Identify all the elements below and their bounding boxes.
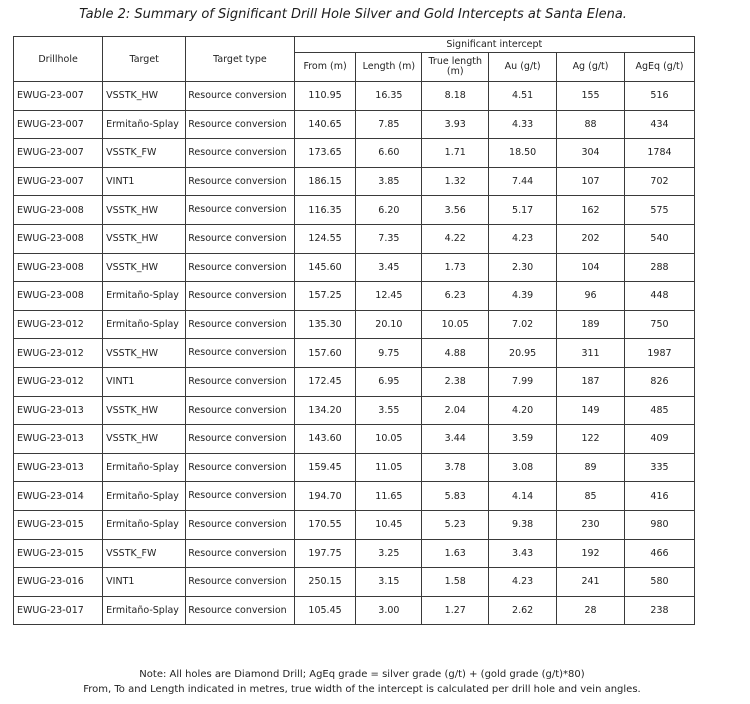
table-row: [14, 596, 695, 625]
cell-from: 172.45: [294, 367, 356, 396]
cell-length: 10.45: [356, 510, 422, 539]
cell-true-length: 3.78: [422, 453, 489, 482]
cell-au: 4.20: [489, 396, 557, 425]
cell-true-length: 8.18: [422, 82, 489, 111]
cell-ageq: 238: [624, 596, 694, 625]
cell-from: 250.15: [294, 568, 356, 597]
cell-target: VINT1: [103, 568, 186, 597]
cell-target-type: Resource conversion: [186, 367, 294, 396]
cell-drillhole: EWUG-23-007: [14, 110, 103, 139]
cell-drillhole: EWUG-23-007: [14, 82, 103, 111]
cell-ag: 107: [557, 167, 625, 196]
cell-au: 3.43: [489, 539, 557, 568]
cell-au: 18.50: [489, 139, 557, 168]
cell-true-length: 2.04: [422, 396, 489, 425]
cell-target: VSSTK_HW: [103, 339, 186, 368]
intercepts-table: [13, 36, 695, 625]
cell-ag: 96: [557, 282, 625, 311]
cell-ag: 104: [557, 253, 625, 282]
cell-from: 157.25: [294, 282, 356, 311]
cell-drillhole: EWUG-23-012: [14, 339, 103, 368]
cell-ag: 311: [557, 339, 625, 368]
cell-from: 134.20: [294, 396, 356, 425]
cell-true-length: 2.38: [422, 367, 489, 396]
cell-target: VSSTK_HW: [103, 224, 186, 253]
cell-ageq: 409: [624, 425, 694, 454]
cell-ag: 89: [557, 453, 625, 482]
cell-ageq: 448: [624, 282, 694, 311]
cell-target-type: Resource conversion: [186, 396, 294, 425]
cell-au: 4.33: [489, 110, 557, 139]
cell-from: 110.95: [294, 82, 356, 111]
cell-target: Ermitaño-Splay: [103, 310, 186, 339]
table-row: [14, 367, 695, 396]
table-row: [14, 339, 695, 368]
cell-length: 3.15: [356, 568, 422, 597]
table-row: [14, 396, 695, 425]
cell-true-length: 3.93: [422, 110, 489, 139]
cell-length: 3.85: [356, 167, 422, 196]
cell-ageq: 702: [624, 167, 694, 196]
cell-au: 4.23: [489, 568, 557, 597]
cell-au: 20.95: [489, 339, 557, 368]
cell-length: 7.85: [356, 110, 422, 139]
table-row: [14, 196, 695, 225]
table-row: [14, 510, 695, 539]
cell-from: 140.65: [294, 110, 356, 139]
cell-true-length: 1.71: [422, 139, 489, 168]
cell-drillhole: EWUG-23-008: [14, 253, 103, 282]
cell-target-type: Resource conversion: [186, 482, 294, 511]
cell-drillhole: EWUG-23-017: [14, 596, 103, 625]
cell-au: 4.39: [489, 282, 557, 311]
cell-from: 173.65: [294, 139, 356, 168]
cell-target: VINT1: [103, 367, 186, 396]
cell-true-length: 6.23: [422, 282, 489, 311]
cell-length: 7.35: [356, 224, 422, 253]
cell-true-length: 3.56: [422, 196, 489, 225]
cell-target-type: Resource conversion: [186, 568, 294, 597]
cell-ageq: 466: [624, 539, 694, 568]
cell-ag: 28: [557, 596, 625, 625]
cell-drillhole: EWUG-23-013: [14, 453, 103, 482]
cell-ageq: 288: [624, 253, 694, 282]
cell-target: Ermitaño-Splay: [103, 482, 186, 511]
note-line-1: Note: All holes are Diamond Drill; AgEq grade = silver grade (g/t) + (gold grade (g/t)*80): [139, 669, 585, 680]
cell-au: 3.08: [489, 453, 557, 482]
cell-from: 186.15: [294, 167, 356, 196]
cell-from: 159.45: [294, 453, 356, 482]
cell-ag: 187: [557, 367, 625, 396]
cell-ag: 230: [557, 510, 625, 539]
cell-au: 7.99: [489, 367, 557, 396]
cell-length: 10.05: [356, 425, 422, 454]
cell-drillhole: EWUG-23-008: [14, 282, 103, 311]
cell-au: 7.44: [489, 167, 557, 196]
cell-target: VSSTK_HW: [103, 82, 186, 111]
header-ageq: AgEq (g/t): [624, 53, 694, 82]
cell-target-type: Resource conversion: [186, 196, 294, 225]
table-caption: Table 2: Summary of Significant Drill Hole Silver and Gold Intercepts at Santa Elena.: [79, 7, 627, 22]
cell-target-type: Resource conversion: [186, 510, 294, 539]
note-line-2: From, To and Length indicated in metres, true width of the intercept is calculated per drill hole and vein angles.: [83, 684, 641, 695]
cell-target: VSSTK_HW: [103, 396, 186, 425]
cell-ageq: 416: [624, 482, 694, 511]
cell-from: 124.55: [294, 224, 356, 253]
cell-length: 16.35: [356, 82, 422, 111]
cell-true-length: 1.63: [422, 539, 489, 568]
cell-target-type: Resource conversion: [186, 539, 294, 568]
table-row: [14, 482, 695, 511]
cell-target-type: Resource conversion: [186, 310, 294, 339]
cell-target-type: Resource conversion: [186, 596, 294, 625]
cell-ageq: 485: [624, 396, 694, 425]
cell-au: 3.59: [489, 425, 557, 454]
cell-target: VSSTK_HW: [103, 425, 186, 454]
cell-ageq: 434: [624, 110, 694, 139]
cell-from: 143.60: [294, 425, 356, 454]
header-target-type: Target type: [186, 37, 294, 82]
cell-target: VSSTK_HW: [103, 196, 186, 225]
cell-from: 105.45: [294, 596, 356, 625]
table-row: [14, 539, 695, 568]
cell-ag: 155: [557, 82, 625, 111]
cell-au: 4.23: [489, 224, 557, 253]
header-length: Length (m): [356, 53, 422, 82]
cell-drillhole: EWUG-23-007: [14, 167, 103, 196]
cell-from: 197.75: [294, 539, 356, 568]
cell-ag: 122: [557, 425, 625, 454]
cell-true-length: 10.05: [422, 310, 489, 339]
header-significant-intercept: Significant intercept: [294, 37, 694, 53]
cell-length: 3.45: [356, 253, 422, 282]
cell-from: 135.30: [294, 310, 356, 339]
cell-length: 9.75: [356, 339, 422, 368]
table-row: [14, 167, 695, 196]
cell-ag: 304: [557, 139, 625, 168]
cell-target-type: Resource conversion: [186, 253, 294, 282]
table-row: [14, 224, 695, 253]
cell-ageq: 335: [624, 453, 694, 482]
cell-drillhole: EWUG-23-016: [14, 568, 103, 597]
cell-ageq: 1784: [624, 139, 694, 168]
cell-target-type: Resource conversion: [186, 224, 294, 253]
cell-ag: 241: [557, 568, 625, 597]
cell-true-length: 4.22: [422, 224, 489, 253]
cell-ageq: 580: [624, 568, 694, 597]
cell-ag: 189: [557, 310, 625, 339]
cell-drillhole: EWUG-23-007: [14, 139, 103, 168]
cell-from: 157.60: [294, 339, 356, 368]
table-body: [14, 82, 695, 625]
cell-length: 11.05: [356, 453, 422, 482]
cell-drillhole: EWUG-23-013: [14, 396, 103, 425]
cell-drillhole: EWUG-23-015: [14, 510, 103, 539]
cell-length: 3.00: [356, 596, 422, 625]
cell-true-length: 1.73: [422, 253, 489, 282]
table-row: [14, 425, 695, 454]
header-au: Au (g/t): [489, 53, 557, 82]
cell-au: 2.62: [489, 596, 557, 625]
cell-true-length: 4.88: [422, 339, 489, 368]
table-row: [14, 453, 695, 482]
table-row: [14, 253, 695, 282]
cell-true-length: 1.58: [422, 568, 489, 597]
cell-au: 7.02: [489, 310, 557, 339]
cell-length: 3.55: [356, 396, 422, 425]
cell-drillhole: EWUG-23-008: [14, 224, 103, 253]
cell-target-type: Resource conversion: [186, 282, 294, 311]
cell-from: 145.60: [294, 253, 356, 282]
cell-drillhole: EWUG-23-013: [14, 425, 103, 454]
cell-from: 170.55: [294, 510, 356, 539]
cell-target-type: Resource conversion: [186, 425, 294, 454]
cell-from: 116.35: [294, 196, 356, 225]
cell-target: Ermitaño-Splay: [103, 510, 186, 539]
cell-ag: 202: [557, 224, 625, 253]
header-ag: Ag (g/t): [557, 53, 625, 82]
cell-drillhole: EWUG-23-012: [14, 310, 103, 339]
table-row: [14, 110, 695, 139]
cell-length: 12.45: [356, 282, 422, 311]
cell-length: 6.95: [356, 367, 422, 396]
cell-drillhole: EWUG-23-015: [14, 539, 103, 568]
cell-drillhole: EWUG-23-012: [14, 367, 103, 396]
cell-target: VSSTK_FW: [103, 539, 186, 568]
cell-ageq: 516: [624, 82, 694, 111]
cell-drillhole: EWUG-23-008: [14, 196, 103, 225]
cell-au: 4.51: [489, 82, 557, 111]
table-row: [14, 139, 695, 168]
cell-target-type: Resource conversion: [186, 110, 294, 139]
cell-au: 5.17: [489, 196, 557, 225]
cell-au: 9.38: [489, 510, 557, 539]
table-row: [14, 568, 695, 597]
cell-ag: 85: [557, 482, 625, 511]
table-row: [14, 282, 695, 311]
cell-true-length: 1.27: [422, 596, 489, 625]
cell-length: 3.25: [356, 539, 422, 568]
cell-length: 6.60: [356, 139, 422, 168]
cell-target-type: Resource conversion: [186, 82, 294, 111]
cell-ageq: 575: [624, 196, 694, 225]
header-true-length: True length (m): [422, 53, 489, 82]
cell-target: Ermitaño-Splay: [103, 596, 186, 625]
cell-true-length: 1.32: [422, 167, 489, 196]
cell-length: 6.20: [356, 196, 422, 225]
cell-au: 4.14: [489, 482, 557, 511]
cell-ageq: 750: [624, 310, 694, 339]
cell-target: Ermitaño-Splay: [103, 110, 186, 139]
cell-target-type: Resource conversion: [186, 139, 294, 168]
cell-target-type: Resource conversion: [186, 453, 294, 482]
cell-target-type: Resource conversion: [186, 167, 294, 196]
cell-target: Ermitaño-Splay: [103, 453, 186, 482]
cell-ageq: 980: [624, 510, 694, 539]
cell-ag: 149: [557, 396, 625, 425]
table-row: [14, 82, 695, 111]
cell-target: VINT1: [103, 167, 186, 196]
cell-ag: 162: [557, 196, 625, 225]
cell-true-length: 3.44: [422, 425, 489, 454]
cell-target: VSSTK_FW: [103, 139, 186, 168]
cell-true-length: 5.83: [422, 482, 489, 511]
cell-drillhole: EWUG-23-014: [14, 482, 103, 511]
cell-true-length: 5.23: [422, 510, 489, 539]
cell-length: 20.10: [356, 310, 422, 339]
cell-target: VSSTK_HW: [103, 253, 186, 282]
table-row: [14, 310, 695, 339]
cell-ageq: 540: [624, 224, 694, 253]
cell-ag: 192: [557, 539, 625, 568]
header-target: Target: [103, 37, 186, 82]
cell-ag: 88: [557, 110, 625, 139]
cell-ageq: 1987: [624, 339, 694, 368]
cell-length: 11.65: [356, 482, 422, 511]
cell-target: Ermitaño-Splay: [103, 282, 186, 311]
header-drillhole: Drillhole: [14, 37, 103, 82]
cell-au: 2.30: [489, 253, 557, 282]
header-from: From (m): [294, 53, 356, 82]
cell-ageq: 826: [624, 367, 694, 396]
cell-from: 194.70: [294, 482, 356, 511]
cell-target-type: Resource conversion: [186, 339, 294, 368]
